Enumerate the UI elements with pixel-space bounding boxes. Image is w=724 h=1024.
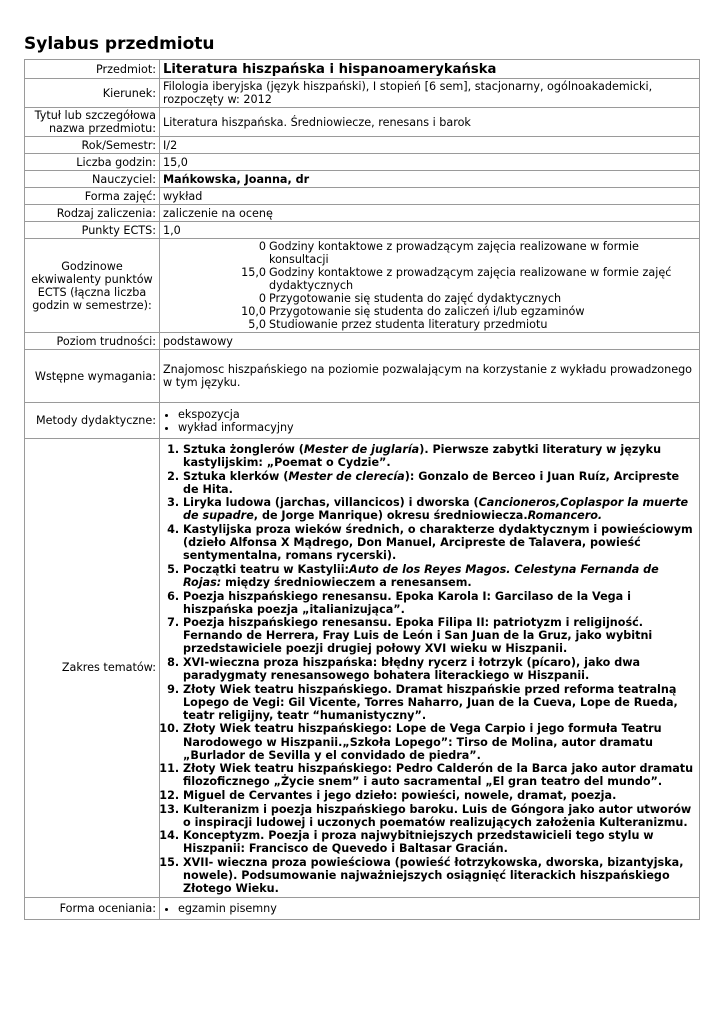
label-tytul: Tytuł lub szczegółowa nazwa przedmiotu: [25,108,160,137]
hours-number: 0 [258,240,266,253]
row-zakres [25,439,700,898]
row-ocenianie [25,897,700,919]
row-tytul [25,108,700,137]
ects-value: 1,0 [160,222,700,239]
subject-name: Literatura hiszpańska i hispanoamerykańska [160,60,700,79]
topic-text: Konceptyzm. Poezja i proza najwybitniejszych przedstawicieli tego stylu w Hiszpanii: Francisco de Quevedo i Baltasar Gracián. [183,829,654,856]
topic-item [183,616,696,655]
topic-text: Złoty Wiek teatru hiszpańskiego: Pedro Calderón de la Barca jako autor dramatu filozoficznego „Życie snem” i auto sacramental „El gran teatro del mundo”. [183,762,694,789]
label-zakres: Zakres tematów: [25,439,160,898]
wymagania-value: Znajomosc hiszpańskiego na poziomie pozwalającym na korzystanie z wykładu prowadzonego w tym języku. [160,350,700,403]
row-poziom [25,333,700,350]
label-rodzaj: Rodzaj zaliczenia: [25,205,160,222]
topic-item [183,656,696,682]
topic-text: Sztuka klerków ( [183,469,289,483]
topic-text: XVI-wieczna proza hiszpańska: błędny rycerz i łotrzyk (pícaro), jako dwa paradygmaty renesansowego bohatera literackiego w Hiszpanii. [183,656,641,683]
topic-text: Sztuka żonglerów ( [183,443,304,456]
ocenianie-item: • egzamin pisemny [178,902,696,915]
nauczyciel-value: Mańkowska, Joanna, dr [160,171,700,188]
ekwiwalenty-value [160,239,700,333]
forma-value: wykład [160,188,700,205]
topic-item [183,523,696,562]
topic-text: Auto de los Reyes Magos. Celestyna Fernanda de Rojas: [183,562,659,589]
metody-list [163,408,696,434]
label-poziom: Poziom trudności: [25,333,160,350]
metody-item: • ekspozycja [178,408,696,421]
topic-text: Liryka ludowa (jarchas, villancicos) i dworska ( [183,496,479,510]
label-godziny: Liczba godzin: [25,154,160,171]
row-ects [25,222,700,239]
rok-value: I/2 [160,137,700,154]
syllabus-table [24,59,700,920]
topic-text: Poezja hiszpańskiego renesansu. Epoka Karola I: Garcilaso de la Vega i hiszpańska poezja „italianizująca”. [183,589,631,616]
row-wymagania [25,350,700,403]
topic-item [183,803,696,829]
topic-text: ). Pierwsze zabytki literatury w języku kastylijskim: „Poemat o Cydzie”. [183,443,662,470]
topic-text: Złoty Wiek teatru hiszpańskiego. Dramat hiszpańskie przed reforma teatralną Lopego de Vegi: Gil Vicente, Torres Naharro, Juan de la Cueva, Lope de Rueda, teatr religijny, teatr “humanistyczny”. [183,682,678,722]
row-godziny [25,154,700,171]
hours-description: Przygotowanie się studenta do zaliczeń i/lub egzaminów [269,305,585,318]
label-wymagania: Wstępne wymagania: [25,350,160,403]
hours-number: 10,0 [241,305,266,318]
hours-description: Studiowanie przez studenta literatury przedmiotu [269,318,548,331]
row-rodzaj [25,205,700,222]
hours-number: 0 [258,292,266,305]
topic-item [183,762,696,788]
label-metody: Metody dydaktyczne: [25,403,160,439]
godziny-value: 15,0 [160,154,700,171]
rodzaj-value: zaliczenie na ocenę [160,205,700,222]
topic-item [183,722,696,761]
topic-text: Kastylijska proza wieków średnich, o charakterze dydaktycznym i powieściowym (dzieło Alfonsa X Mądrego, Don Manuel, Arcipreste de Talavera, powieść sentymentalna, romans rycerski). [183,523,693,563]
metody-item: • wykład informacyjny [178,421,696,434]
topic-text: Cancioneros,Coplaspor la muerte de supadre [183,496,689,523]
topic-text: Poezja hiszpańskiego renesansu. Epoka Filipa II: patriotyzm i religijność. Fernando de Herrera, Fray Luis de León i San Juan de la Gruz, jako wybitni przedstawiciele poezji drugiej połowy XVI wieku w Hiszpanii. [183,616,653,656]
topic-item [183,496,696,522]
topic-item [183,590,696,616]
label-przedmiot: Przedmiot: [25,60,160,79]
kierunek-value: Filologia iberyjska (język hiszpański), I stopień [6 sem], stacjonarny, ogólnoakademicki, rozpoczęty w: 2012 [160,79,700,108]
hours-number: 5,0 [248,318,266,331]
topic-text: , de Jorge Manrique) okresu średniowiecza. [253,509,528,523]
label-kierunek: Kierunek: [25,79,160,108]
hours-number: 15,0 [241,266,266,279]
topic-item [183,443,696,469]
topic-item [183,683,696,722]
ocenianie-list [163,902,696,915]
hours-description: Godziny kontaktowe z prowadzącym zajęcia realizowane w formie zajęć dydaktycznych [269,266,672,292]
topic-item [183,563,696,589]
hours-row [160,240,696,266]
zakres-value [160,439,700,898]
hours-description: Przygotowanie się studenta do zajęć dydaktycznych [269,292,562,305]
row-forma [25,188,700,205]
topic-text: Mester de juglaría [303,443,420,456]
hours-row [160,318,696,331]
topic-text: Mester de clerecía [288,469,405,483]
label-ocenianie: Forma oceniania: [25,897,160,919]
topic-text: Kulteranizm i poezja hiszpańskiego baroku. Luis de Góngora jako autor utworów o inspiracji ludowej i uczonych poematów realizujących założenia Kulteranizmu. [183,802,692,829]
tytul-value: Literatura hiszpańska. Średniowiecze, renesans i barok [160,108,700,137]
label-forma: Forma zajęć: [25,188,160,205]
row-ekwiwalenty [25,239,700,333]
topic-text: XVII- wieczna proza powieściowa (powieść łotrzykowska, dworska, bizantyjska, nowele). Podsumowanie najważniejszych osiągnięć literackich hiszpańskiego Złotego Wieku. [183,855,684,896]
topics-list [163,443,696,895]
hours-row [160,292,696,305]
hours-description: Godziny kontaktowe z prowadzącym zajęcia realizowane w formie konsultacji [269,240,639,266]
topic-text: ): Gonzalo de Berceo i Juan Ruíz, Arcipreste de Hita. [183,469,680,496]
topic-text: Miguel de Cervantes i jego dzieło: powieści, nowele, dramat, poezja. [183,788,617,802]
row-metody [25,403,700,439]
row-kierunek [25,79,700,108]
metody-value [160,403,700,439]
topic-item [183,470,696,496]
label-ects: Punkty ECTS: [25,222,160,239]
ocenianie-value [160,897,700,919]
poziom-value: podstawowy [160,333,700,350]
label-rok: Rok/Semestr: [25,137,160,154]
topic-item [183,856,696,895]
topic-text: Początki teatru w Kastylii: [183,562,350,576]
topic-item [183,789,696,802]
topic-text: Romancero. [527,509,603,523]
label-ekwiwalenty: Godzinowe ekwiwalenty punktów ECTS (łączna liczba godzin w semestrze): [25,239,160,333]
topic-item [183,829,696,855]
hours-row [160,305,696,318]
page-title: Sylabus przedmiotu [24,34,215,54]
row-nauczyciel [25,171,700,188]
topic-text: Złoty Wiek teatru hiszpańskiego: Lope de Vega Carpio i jego formuła Teatru Narodowego w Hiszpanii.„Szkoła Lopego”: Tirso de Molina, autor dramatu „Burlador de Sevilla y el convidado de piedra”. [183,722,662,762]
hours-row [160,266,696,292]
row-przedmiot [25,60,700,79]
row-rok [25,137,700,154]
label-nauczyciel: Nauczyciel: [25,171,160,188]
topic-text: między średniowieczem a renesansem. [221,575,472,589]
